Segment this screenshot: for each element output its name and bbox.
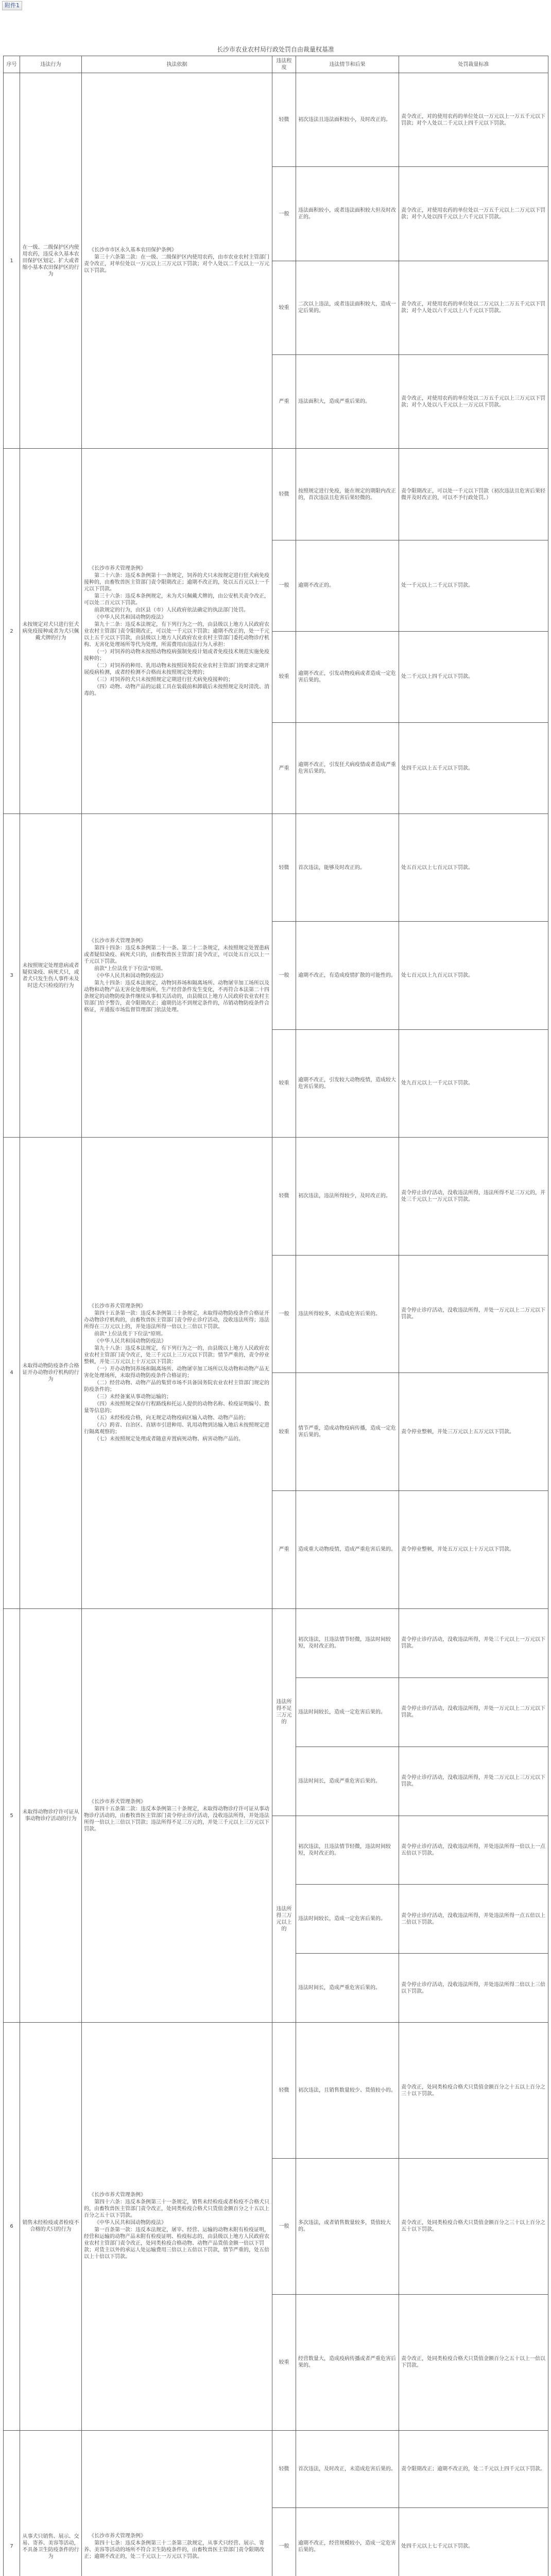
row-range: 责令限期改正，可以处一千元以下罚款（初次违法且危害后果轻微并及时改正的，可以不予行政处罚。） [399, 449, 548, 540]
basis-paragraph: 《长沙市养犬管理条例》 [89, 2533, 146, 2539]
row-level: 严重 [272, 355, 296, 449]
row-range: 责令改正，对使用农药的单位处以二万五千元以上三万元以下罚款；对个人处以八千元以上一万元以下罚款。 [399, 355, 548, 449]
row-level: 轻微 [272, 73, 296, 167]
row-range: 责令停止诊疗活动，没收违法所得，并处三千元以上一万元以下罚款。 [399, 1608, 548, 1677]
row-range: 处一千元以上二千元以下罚款。 [399, 540, 548, 631]
basis-paragraph: 第四十五条第二款：违反本条例第三十条规定，未取得动物诊疗许可证从事动物诊疗活动的，由畜牧兽医主管部门责令停止诊疗活动，没收违法所得，并处违法所得一倍以上三倍以下罚款；违法所得不足三万元的，并处三千元以上三万元以下罚款。 [84, 1806, 269, 1832]
basis-paragraph: 第四十七条：违反本条例第三十二条第三款规定，从事犬只经营、展示、寄养、美容等活动的场所不符合卫生防疫条件的，由畜牧兽医主管部门责令限期改正；逾期不改正的，处二千元以上一万元以下罚款。 [84, 2540, 264, 2560]
row-situation: 初次违法且违法面积较小，及时改正的。 [296, 73, 399, 167]
row-level: 一般 [272, 1255, 296, 1373]
row-level: 违法所得不足三万元的 [272, 1608, 296, 1816]
table-row [4, 814, 548, 922]
table-row [4, 73, 548, 167]
row-seq: 6 [4, 2023, 20, 2430]
row-level: 轻微 [272, 449, 296, 540]
row-range: 责令限期改正；逾期不改正的，处二千元以上四千元以下罚款。 [399, 2430, 548, 2507]
header-behavior: 违法行为 [20, 56, 82, 73]
basis-paragraph: 《长沙市养犬管理条例》 [89, 938, 146, 944]
basis-paragraph: 前款"上位法优于下位法"原则。 [94, 1331, 166, 1337]
row-seq: 3 [4, 814, 20, 1137]
row-range: 责令停止诊疗活动，没收违法所得，并处违法所得一倍以上一点五倍以下罚款。 [399, 1816, 548, 1885]
row-behavior: 未取得动物防疫条件合格证开办动物诊疗机构的行为 [20, 1137, 82, 1608]
basis-paragraph: 前款"上位法优于下位法"原则。 [94, 965, 166, 972]
row-situation: 逾期不改正，经营规模较小，造成一定危害后果的。 [296, 2508, 399, 2576]
basis-paragraph: （一）开办动物饲养场和隔离场所、动物屠宰加工场所以及动物和动物产品无害化处理场所，未取得动物防疫条件合格证的； [84, 1366, 269, 1379]
basis-paragraph: （五）未经检疫合格，向无规定动物疫病区输入动物、动物产品的； [94, 1415, 249, 1421]
table-row [4, 1137, 548, 1255]
row-situation: 逾期不改正，有造成疫情扩散的可能性的。 [296, 922, 399, 1029]
row-situation: 违法时间较长，造成一定危害后果的。 [296, 1677, 399, 1747]
table-row [4, 2023, 548, 2159]
row-basis [82, 1137, 272, 1608]
basis-paragraph: 《长沙市养犬管理条例》 [89, 1799, 146, 1805]
basis-paragraph: 第四十五条第一款：违反本条例第三十条规定，未取得动物防疫条件合格证开办动物诊疗机构的，由畜牧兽医主管部门责令停止诊疗活动，没收违法所得；违法所得在三万元以上的，并处违法所得一倍以上三倍以下罚款。 [84, 1310, 269, 1330]
row-range: 责令停止诊疗活动，没收违法所得，并处二万元以上三万元以下罚款。 [399, 1747, 548, 1816]
table-row [4, 449, 548, 540]
basis-paragraph: 第四十六条：违反本条例第三十一条规定，销售未经检疫或者检疫不合格犬只的，由畜牧兽医主管部门责令改正，处同类检疫合格犬只货值金额百分之十五以上百分之五十以下罚款。 [84, 2199, 269, 2219]
row-situation: 违法面积大，造成严重后果的。 [296, 355, 399, 449]
row-basis [82, 1608, 272, 2023]
row-situation: 初次违法，且销售数量较少、货值较小的。 [296, 2023, 399, 2159]
table-body [4, 73, 548, 2576]
row-range: 处七百元以上九百元以下罚款。 [399, 922, 548, 1029]
row-behavior: 未按照规定处理患病或者疑似染疫、病死犬只，或者犬只发生伤人事件未及时送犬只检疫的行为 [20, 814, 82, 1137]
basis-paragraph: （六）跨省、自治区、直辖市引进种用、乳用动物到达输入地后未按照规定进行隔离观察的； [84, 1422, 269, 1435]
table-row [4, 1608, 548, 1677]
basis-paragraph: （四）动物、动物产品的运载工具在装载前和卸载后未按照规定及时清洗、消毒的。 [84, 684, 269, 697]
row-range: 责令停业整顿，并处五万元以上十万元以下罚款。 [399, 1490, 548, 1608]
basis-paragraph: 《长沙市养犬管理条例》 [89, 565, 146, 571]
basis-paragraph: （三）对饲养的犬只未按照规定定期进行狂犬病免疫接种的； [94, 676, 233, 683]
header-seq: 序号 [4, 56, 20, 73]
row-level: 较重 [272, 1029, 296, 1137]
basis-paragraph: 《中华人民共和国动物防疫法》 [94, 1338, 166, 1344]
row-range: 责令停止诊疗活动，没收违法所得，并处违法所得一点五倍以上二倍以下罚款。 [399, 1885, 548, 1954]
row-level: 一般 [272, 922, 296, 1029]
row-range: 处四千元以上七千元以下罚款。 [399, 2508, 548, 2576]
row-situation: 造成重大动物疫情，造成严重危害后果的。 [296, 1490, 399, 1608]
row-range: 责令改正，处同类检疫合格犬只货值金额百分之十五以上百分之三十以下罚款。 [399, 2023, 548, 2159]
basis-paragraph: 第二十六条：违反本条例第十一条规定，饲养的犬只未按规定进行狂犬病免疫接种的，由畜牧兽医主管部门责令限期改正；逾期不改正的，处以五百元以上一千元以下罚款。 [84, 572, 269, 592]
row-behavior: 未取得动物诊疗许可证从事动物诊疗活动的行为 [20, 1608, 82, 2023]
basis-paragraph: 第一百条第一款：违反本法规定，屠宰、经营、运输的动物未附有检疫证明，经营和运输的动物产品未附有检疫证明、检疫标志的，由县级以上地方人民政府农业农村主管部门责令改正，处同类检疫合格动物、动物产品货值金额一倍以下罚款；对货主以外的承运人处运输费用三倍以上五倍以下罚款，情节严重的，处五倍以上十倍以下罚款。 [84, 2227, 269, 2260]
basis-paragraph: （一）对饲养的动物未按照动物疫病强制免疫计划或者免疫技术规范实施免疫接种的； [84, 649, 269, 662]
row-situation: 违法时间长，造成严重危害后果的。 [296, 1954, 399, 2023]
row-range: 责令停止诊疗活动，没收违法所得，并处违法所得二倍以上三倍以下罚款。 [399, 1954, 548, 2023]
row-situation: 逾期不改正，引发狂犬病疫情或者造成严重危害后果的。 [296, 723, 399, 814]
basis-paragraph: （三）未经备案从事动物运输的； [94, 1394, 171, 1400]
attachment-link[interactable]: 附件1 [2, 1, 22, 10]
row-range: 责令停止诊疗活动，没收违法所得，并处一万元以上二万元以下罚款。 [399, 1255, 548, 1373]
row-level: 轻微 [272, 814, 296, 922]
row-range: 责令停止诊疗活动，没收违法所得，并处一万元以上二万元以下罚款。 [399, 1677, 548, 1747]
basis-paragraph: 《中华人民共和国动物防疫法》 [94, 973, 166, 979]
row-basis [82, 2430, 272, 2576]
row-level: 轻微 [272, 2430, 296, 2507]
header-basis: 执法依据 [82, 56, 272, 73]
row-basis [82, 73, 272, 449]
row-range: 责令改正，对的使用农药的单位处以一万元以上一万五千元以下罚款；对个人处以二千元以上四千元以下罚款。 [399, 73, 548, 167]
row-situation: 初次违法，且违法情节轻微，违法时间较短，及时改正的。 [296, 1816, 399, 1885]
row-range: 处四千元以上五千元以下罚款。 [399, 723, 548, 814]
row-range: 处二千元以上四千元以下罚款。 [399, 631, 548, 722]
row-seq: 1 [4, 73, 20, 449]
row-level: 较重 [272, 261, 296, 354]
row-situation: 逾期不改正的。 [296, 540, 399, 631]
row-situation: 违法所得较多，未造成危害后果的。 [296, 1255, 399, 1373]
row-level: 一般 [272, 2508, 296, 2576]
header-level: 违法程度 [272, 56, 296, 73]
row-situation: 首次违法，及时改正，未造成危害后果的。 [296, 2430, 399, 2507]
row-situation: 逾期不改正，引发动物疫病或者造成一定危害后果的。 [296, 631, 399, 722]
row-range: 责令改正，对使用农药的单位处以一万五千元以上二万元以下罚款；对个人处以四千元以上六千元以下罚款。 [399, 167, 548, 261]
row-level: 严重 [272, 723, 296, 814]
row-behavior: 从事犬只销售、展示、交易、寄养、美容等活动，不具备卫生防疫条件的行为 [20, 2430, 82, 2576]
basis-paragraph: 第四十四条：违反本条例第二十一条、第二十二条规定，未按照规定处置患病或者疑似染疫、病死犬只的，由畜牧兽医主管部门责令改正，可以处五百元以上一千元以下罚款。 [84, 945, 269, 964]
basis-paragraph: 《长沙市养犬管理条例》 [89, 1303, 146, 1309]
basis-paragraph: 第三十六条：违反本条例规定，未为犬只佩戴犬牌的，由公安机关责令改正，可以处二百元以下罚款。 [84, 593, 269, 606]
row-level: 一般 [272, 167, 296, 261]
row-level: 较重 [272, 1373, 296, 1491]
basis-paragraph: 第九十八条：违反本法规定，有下列行为之一的，由县级以上地方人民政府农业农村主管部门责令改正，处三千元以上三万元以下罚款；情节严重的，责令停业整顿，并处三万元以上十万元以下罚款： [84, 1345, 269, 1365]
row-situation: 初次违法，且违法情节轻微，违法时间较短，及时改正的。 [296, 1608, 399, 1677]
header-range: 处罚裁量标准 [399, 56, 548, 73]
basis-paragraph: 第三十六条第二款：在一级、二级保护区内使用农药，由市农业农村主管部门责令改正，对单位处以一万元以上三万元以下罚款；对个人处以二千元以上一万元以下罚款。 [84, 255, 269, 274]
row-situation: 初次违法，违法所得较少，及时改正的。 [296, 1137, 399, 1255]
basis-paragraph: 《长沙市市区永久基本农田保护条例》 [89, 247, 177, 253]
row-situation: 二次以上违法，或者违法面积较大，造成一定后果的。 [296, 261, 399, 354]
row-level: 轻微 [272, 2023, 296, 2159]
table-row [4, 2430, 548, 2507]
row-level: 轻微 [272, 1137, 296, 1255]
row-basis [82, 449, 272, 814]
row-situation: 多次违法，或者销售数量较多，货值较大的。 [296, 2159, 399, 2295]
row-level: 较重 [272, 2294, 296, 2430]
row-range: 处九百元以上一千元以下罚款。 [399, 1029, 548, 1137]
row-basis [82, 814, 272, 1137]
row-situation: 违法时间长，造成严重危害后果的。 [296, 1747, 399, 1816]
row-situation: 首次违法，能够及时改正的。 [296, 814, 399, 922]
basis-paragraph: 前款规定的行为，由区县（市）人民政府依法确定的执法部门处罚。 [94, 607, 249, 613]
basis-paragraph: 第九十二条：违反本法规定，有下列行为之一的，由县级以上地方人民政府农业农村主管部门责令限期改正，可以处一千元以下罚款；逾期不改正的，处一千元以上五千元以下罚款，由县级以上地方人民政府农业农村主管部门委托动物诊疗机构、无害化处理场所等代为处理，所需费用由违法行为人承担： [84, 621, 269, 648]
basis-paragraph: （二）经营动物、动物产品的集贸市场不具备国务院农业农村主管部门规定的防疫条件的； [84, 1380, 269, 1393]
row-behavior: 销售未经检疫或者检疫不合格的犬只的行为 [20, 2023, 82, 2430]
row-seq: 4 [4, 1137, 20, 1608]
row-level: 一般 [272, 540, 296, 631]
row-level: 较重 [272, 631, 296, 722]
basis-paragraph: 第九十四条：违反本法规定，动物饲养场和隔离场所、动物屠宰加工场所以及动物和动物产品无害化处理场所，生产经营条件发生变化，不再符合本法第二十四条规定的动物防疫条件继续从事相关活动的，由县级以上地方人民政府农业农村主管部门给予警告，责令限期改正；逾期仍达不到规定条件的，吊销动物防疫条件合格证，并通报市场监督管理部门依法处理。 [84, 980, 269, 1013]
row-behavior: 未按规定对犬只进行狂犬病免疫接种或者为犬只佩戴犬牌的行为 [20, 449, 82, 814]
basis-paragraph: 《中华人民共和国动物防疫法》 [94, 614, 166, 620]
row-range: 责令改正，处同类检疫合格犬只货值金额百分之三十以上百分之五十以下罚款。 [399, 2159, 548, 2295]
header-situation: 违法情节和后果 [296, 56, 399, 73]
basis-paragraph: （二）对饲养的种用、乳用动物未按照国务院农业农村主管部门的要求定期开展疫病检测，或者经检测不合格而未按照规定处理的； [84, 663, 269, 675]
row-range: 责令停止诊疗活动，没收违法所得，违法所得不足三万元的，并处三千元以上一万元以下罚款。 [399, 1137, 548, 1255]
basis-paragraph: （七）未按照规定处理或者随意弃置病死动物、病害动物产品的。 [94, 1436, 244, 1442]
row-seq: 7 [4, 2430, 20, 2576]
row-situation: 违法时间较长，造成一定危害后果的。 [296, 1885, 399, 1954]
row-range: 责令改正，对使用农药的单位处以二万元以上二万五千元以下罚款；对个人处以六千元以上八千元以下罚款。 [399, 261, 548, 354]
row-level: 违法所得三万元以上的 [272, 1816, 296, 2023]
row-range: 处五百元以上七百元以下罚款。 [399, 814, 548, 922]
row-situation: 逾期不改正，引发较大动物疫情，造成较大危害后果的。 [296, 1029, 399, 1137]
penalty-standards-table [3, 56, 548, 2576]
row-level: 严重 [272, 1490, 296, 1608]
row-situation: 违法面积较小，或者违法面积较大但及时改正的。 [296, 167, 399, 261]
row-seq: 5 [4, 1608, 20, 2023]
row-level: 一般 [272, 2159, 296, 2295]
row-situation: 经营数量大，造成疫病传播或者严重危害后果的。 [296, 2294, 399, 2430]
row-behavior: 在一级、二级保护区内使用农药，违反永久基本农田保护区划定、扩大或者缩小基本农田保护区的行为 [20, 73, 82, 449]
table-header-row [4, 56, 548, 73]
row-basis [82, 2023, 272, 2430]
basis-paragraph: 《长沙市养犬管理条例》 [89, 2192, 146, 2198]
page-title: 长沙市农业农村局行政处罚自由裁量权基准 [216, 46, 334, 53]
row-situation: 按照规定进行免疫，能在规定的期限内改正的，首次违法且危害后果轻微的。 [296, 449, 399, 540]
basis-paragraph: （四）未按照规定保存行程路线和托运人提供的动物名称、检疫证明编号、数量等信息的； [84, 1401, 269, 1414]
row-seq: 2 [4, 449, 20, 814]
row-situation: 情节严重，造成动物疫病传播，造成一定危害后果的。 [296, 1373, 399, 1491]
row-range: 责令停业整顿，并处三万元以上五万元以下罚款。 [399, 1373, 548, 1491]
basis-paragraph: 《中华人民共和国动物防疫法》 [94, 2220, 166, 2226]
row-range: 责令改正，处同类检疫合格犬只货值金额百分之五十以上一倍以下罚款。 [399, 2294, 548, 2430]
